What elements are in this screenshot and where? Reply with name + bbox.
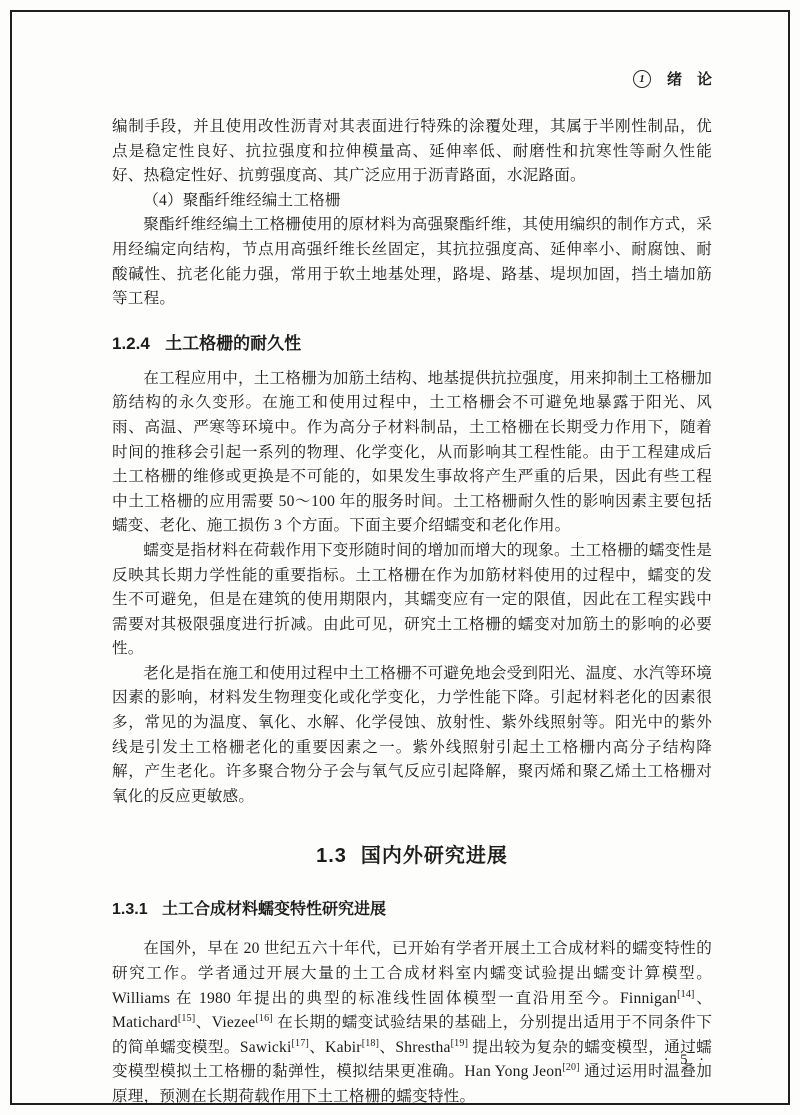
section-heading-1-3-1 <box>112 896 712 919</box>
page-number: · 5 · <box>663 1052 708 1068</box>
section-title: 土工格栅的耐久性 <box>165 333 302 353</box>
list-item-4-title: （4）聚酯纤维经编土工格栅 <box>143 191 341 209</box>
paragraph-durability-1: 在工程应用中，土工格栅为加筋土结构、地基提供抗拉强度，用来抑制土工格栅加筋结构的永久变形。在施工和使用过程中，土工格栅会不可避免地暴露于阳光、风雨、高温、严寒等环境中。作为高分子材料制品，土工格栅在长期受力作用下，随着时间的推移会引起一系列的物理、化学变化，从而影响其工程性能。由于工程建成后土工格栅的维修或更换是不可能的，如果发生事故将产生严重的后果，因此有些工程中土工格栅的应用需要 50～100 年的服务时间。土工格栅耐久性的影响因素主要包括蠕变、老化、施工损伤 3 个方面。下面主要介绍蠕变和老化作用。 <box>112 369 712 535</box>
running-header <box>112 68 712 89</box>
section-number: 1.3.1 <box>112 901 148 919</box>
section-title: 国内外研究进展 <box>360 845 508 868</box>
section-heading-1-3 <box>112 839 712 868</box>
chapter-title: 绪 论 <box>666 72 712 88</box>
section-number: 1.3 <box>316 845 347 868</box>
section-title: 土工合成材料蠕变特性研究进展 <box>161 901 386 919</box>
paragraph-creep: 蠕变是指材料在荷载作用下变形随时间的增加而增大的现象。土工格栅的蠕变性是反映其长期力学性能的重要指标。土工格栅在作为加筋材料使用的过程中，蠕变的发生不可避免，但是在建筑的使用期限内，其蠕变应有一定的限值，因此在工程实践中需要对其极限强度进行折减。由此可见，研究土工格栅的蠕变对加筋土的影响的必要性。 <box>112 541 712 658</box>
paragraph-aging: 老化是指在施工和使用过程中土工格栅不可避免地会受到阳光、温度、水汽等环境因素的影响，材料发生物理变化或化学变化，力学性能下降。引起材料老化的因素很多，常见的为温度、氧化、水解、化学侵蚀、放射性、紫外线照射等。阳光中的紫外线是引发土工格栅老化的重要因素之一。紫外线照射引起土工格栅内高分子结构降解，产生老化。许多聚合物分子会与氧气反应引起降解，聚丙烯和聚乙烯土工格栅对氧化的反应更敏感。 <box>112 664 712 805</box>
section-heading-1-2-4 <box>112 329 712 354</box>
section-number: 1.2.4 <box>112 333 150 353</box>
chapter-number-badge: 1 <box>633 70 651 88</box>
page-content <box>112 68 712 1110</box>
paragraph-item4-body: 聚酯纤维经编土工格栅使用的原材料为高强聚酯纤维，其使用编织的制作方式，采用经编定向结构，节点用高强纤维长丝固定，其抗拉强度高、延伸率小、耐腐蚀、耐酸碱性、抗老化能力强，常用于软土地基处理，路堤、路基、堤坝加固，挡土墙加筋等工程。 <box>112 216 712 308</box>
paragraph-research-progress: 在国外，早在 20 世纪五六十年代，已开始有学者开展土工合成材料的蠕变特性的研究工作。学者通过开展大量的土工合成材料室内蠕变试验提出蠕变计算模型。Williams 在 1980 年提出的典型的标准线性固体模型一直沿用至今。Finnigan[14]、Matichard[15]、Viezee[16] 在长期的蠕变试验结果的基础上，分别提出适用于不同条件下的简单蠕变模型。Sawicki[17]、Kabir[18]、Shrestha[19] 提出较为复杂的蠕变模型，通过蠕变模型模拟土工格栅的黏弹性，模拟结果更准确。Han Yong Jeon[20] 通过运用时温叠加原理，预测在长期荷载作用下土工格栅的蠕变特性。 <box>112 940 713 1105</box>
paragraph-continued: 编制手段，并且使用改性沥青对其表面进行特殊的涂覆处理，其属于半刚性制品，优点是稳定性良好、抗拉强度和拉伸模量高、延伸率低、耐磨性和抗寒性等耐久性能好、热稳定性好、抗剪强度高、其广泛应用于沥青路面，水泥路面。 <box>112 118 712 185</box>
